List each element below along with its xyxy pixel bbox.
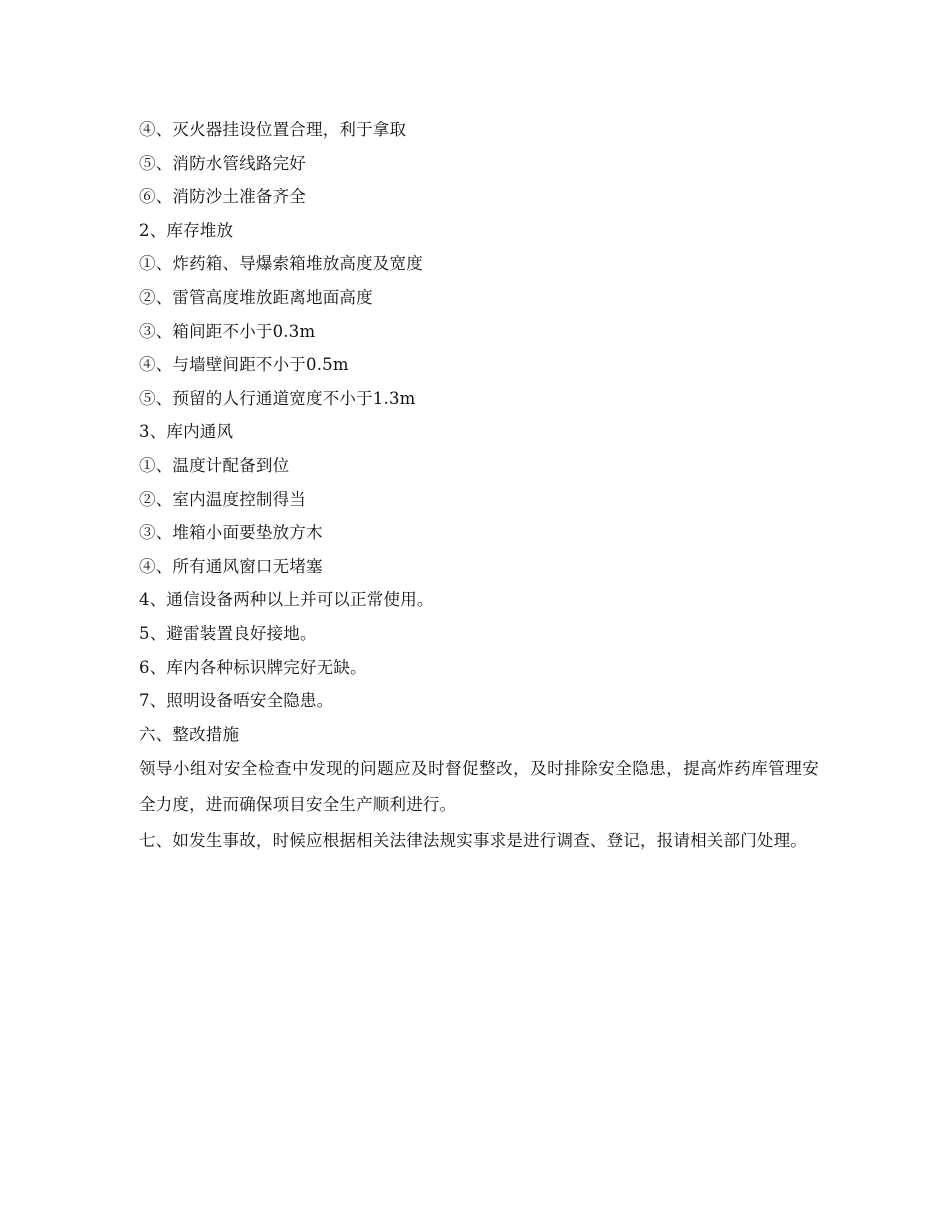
rectification-paragraph: 领导小组对安全检查中发现的问题应及时督促整改，及时排除安全隐患，提高炸药库管理安全力度，进而确保项目安全生产顺利进行。 xyxy=(139,759,819,815)
detonator-stacking-height-item: ②、雷管高度堆放距离地面高度 xyxy=(139,287,373,307)
lightning-protection-item: 5、避雷装置良好接地。 xyxy=(139,623,317,643)
ventilation-window-item: ④、所有通风窗口无堵塞 xyxy=(139,556,323,576)
box-spacing-item: ③、箱间距不小于0.3m xyxy=(139,321,316,341)
document-body xyxy=(139,113,819,859)
stack-wood-item: ③、堆箱小面要垫放方木 xyxy=(139,523,323,543)
section-rectification-heading: 六、整改措施 xyxy=(139,724,240,744)
fire-sand-item: ⑥、消防沙土准备齐全 xyxy=(139,187,306,207)
walkway-width-item: ⑤、预留的人行通道宽度不小于1.3m xyxy=(139,388,416,408)
section-ventilation-heading: 3、库内通风 xyxy=(139,422,234,442)
fire-water-pipe-item: ⑤、消防水管线路完好 xyxy=(139,153,306,173)
accident-handling-paragraph: 七、如发生事故，时候应根据相关法律法规实事求是进行调查、登记，报请相关部门处理。 xyxy=(139,831,807,851)
section-storage-stacking-heading: 2、库存堆放 xyxy=(139,220,234,240)
wall-spacing-item: ④、与墙壁间距不小于0.5m xyxy=(139,355,349,375)
fire-extinguisher-placement-item: ④、灭火器挂设位置合理，利于拿取 xyxy=(139,120,407,139)
thermometer-item: ①、温度计配备到位 xyxy=(139,455,290,475)
explosive-box-stacking-item: ①、炸药箱、导爆索箱堆放高度及宽度 xyxy=(139,254,423,274)
lighting-equipment-item: 7、照明设备唔安全隐患。 xyxy=(139,691,334,711)
signage-item: 6、库内各种标识牌完好无缺。 xyxy=(139,657,367,677)
indoor-temperature-item: ②、室内温度控制得当 xyxy=(139,489,306,509)
communication-equipment-item: 4、通信设备两种以上并可以正常使用。 xyxy=(139,590,434,610)
